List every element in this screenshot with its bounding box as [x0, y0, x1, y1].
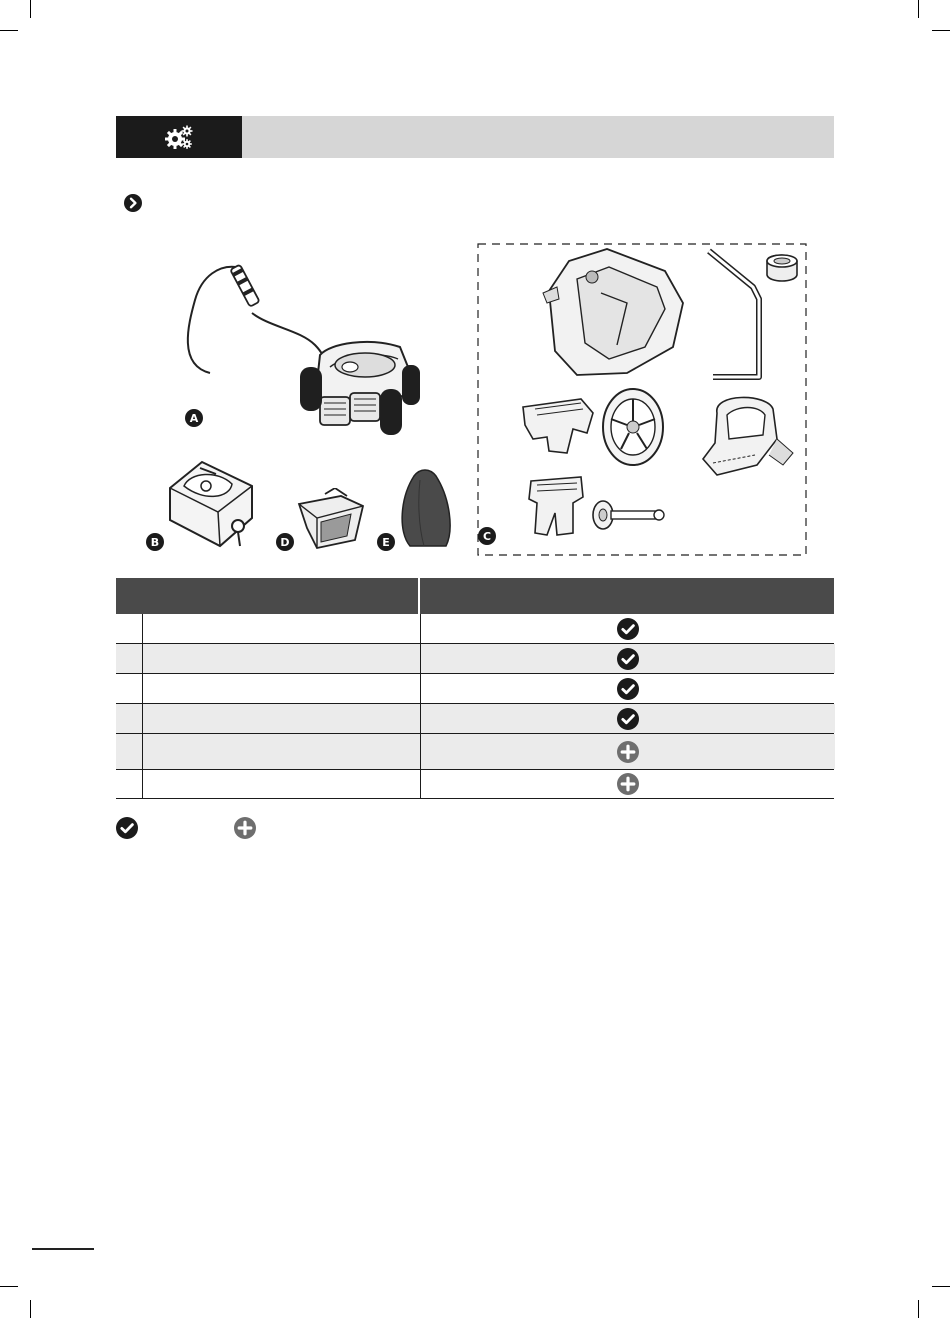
axle-part: [593, 501, 664, 529]
label-e-badge: E: [377, 533, 395, 551]
table-row: [116, 734, 834, 770]
handle-part: [709, 251, 759, 377]
row-status-cell: [420, 704, 835, 733]
power-supply-illustration: [160, 458, 260, 550]
wheel-part: [603, 389, 663, 465]
row-letter-cell: [116, 644, 142, 673]
crop-mark: [932, 30, 950, 31]
table-row: [116, 614, 834, 644]
row-item-cell: [142, 734, 421, 769]
gears-icon: [164, 124, 194, 150]
label-b-badge: B: [146, 533, 164, 551]
label-a-badge: A: [185, 409, 203, 427]
crop-mark: [30, 0, 31, 18]
table-row: [116, 704, 834, 734]
check-circle-icon: [116, 817, 138, 839]
header-separator: [418, 578, 420, 614]
crop-mark: [0, 30, 18, 31]
row-status-cell: [420, 674, 835, 703]
crop-mark: [918, 0, 919, 18]
check-circle-icon: [617, 648, 639, 670]
label-c-badge: C: [478, 527, 496, 545]
label-d-badge: D: [276, 533, 294, 551]
crop-mark: [918, 1300, 919, 1318]
row-status-cell: [420, 644, 835, 673]
robot-cleaner-illustration: [170, 255, 430, 440]
row-status-cell: [420, 734, 835, 769]
protective-cover-illustration: [396, 468, 454, 550]
table-row: [116, 674, 834, 704]
row-letter-cell: [116, 614, 142, 643]
chevron-right-circle-icon: [124, 194, 142, 212]
page-number-rule: [32, 1248, 94, 1250]
nut-part: [767, 255, 797, 281]
row-item-cell: [142, 614, 421, 643]
plus-circle-icon: [617, 773, 639, 795]
clip-part: [523, 399, 593, 453]
front-bracket-part: [703, 397, 793, 475]
row-item-cell: [142, 704, 421, 733]
row-item-cell: [142, 674, 421, 703]
filter-basket-illustration: [295, 488, 367, 552]
row-status-cell: [420, 770, 835, 798]
plus-circle-icon: [617, 741, 639, 763]
row-status-cell: [420, 614, 835, 643]
crop-mark: [932, 1286, 950, 1287]
check-circle-icon: [617, 618, 639, 640]
row-item-cell: [142, 770, 421, 798]
upper-shell-part: [543, 249, 683, 375]
check-circle-icon: [617, 708, 639, 730]
plus-circle-icon: [234, 817, 256, 839]
header-icon-box: [116, 116, 242, 158]
lower-clip-part: [529, 477, 583, 535]
table-header: [116, 578, 834, 614]
row-letter-cell: [116, 674, 142, 703]
check-circle-icon: [617, 678, 639, 700]
row-item-cell: [142, 644, 421, 673]
row-letter-cell: [116, 704, 142, 733]
row-letter-cell: [116, 770, 142, 798]
table-row: [116, 770, 834, 799]
table-row: [116, 644, 834, 674]
crop-mark: [30, 1300, 31, 1318]
crop-mark: [0, 1286, 18, 1287]
row-letter-cell: [116, 734, 142, 769]
spare-parts-box: [477, 243, 807, 556]
